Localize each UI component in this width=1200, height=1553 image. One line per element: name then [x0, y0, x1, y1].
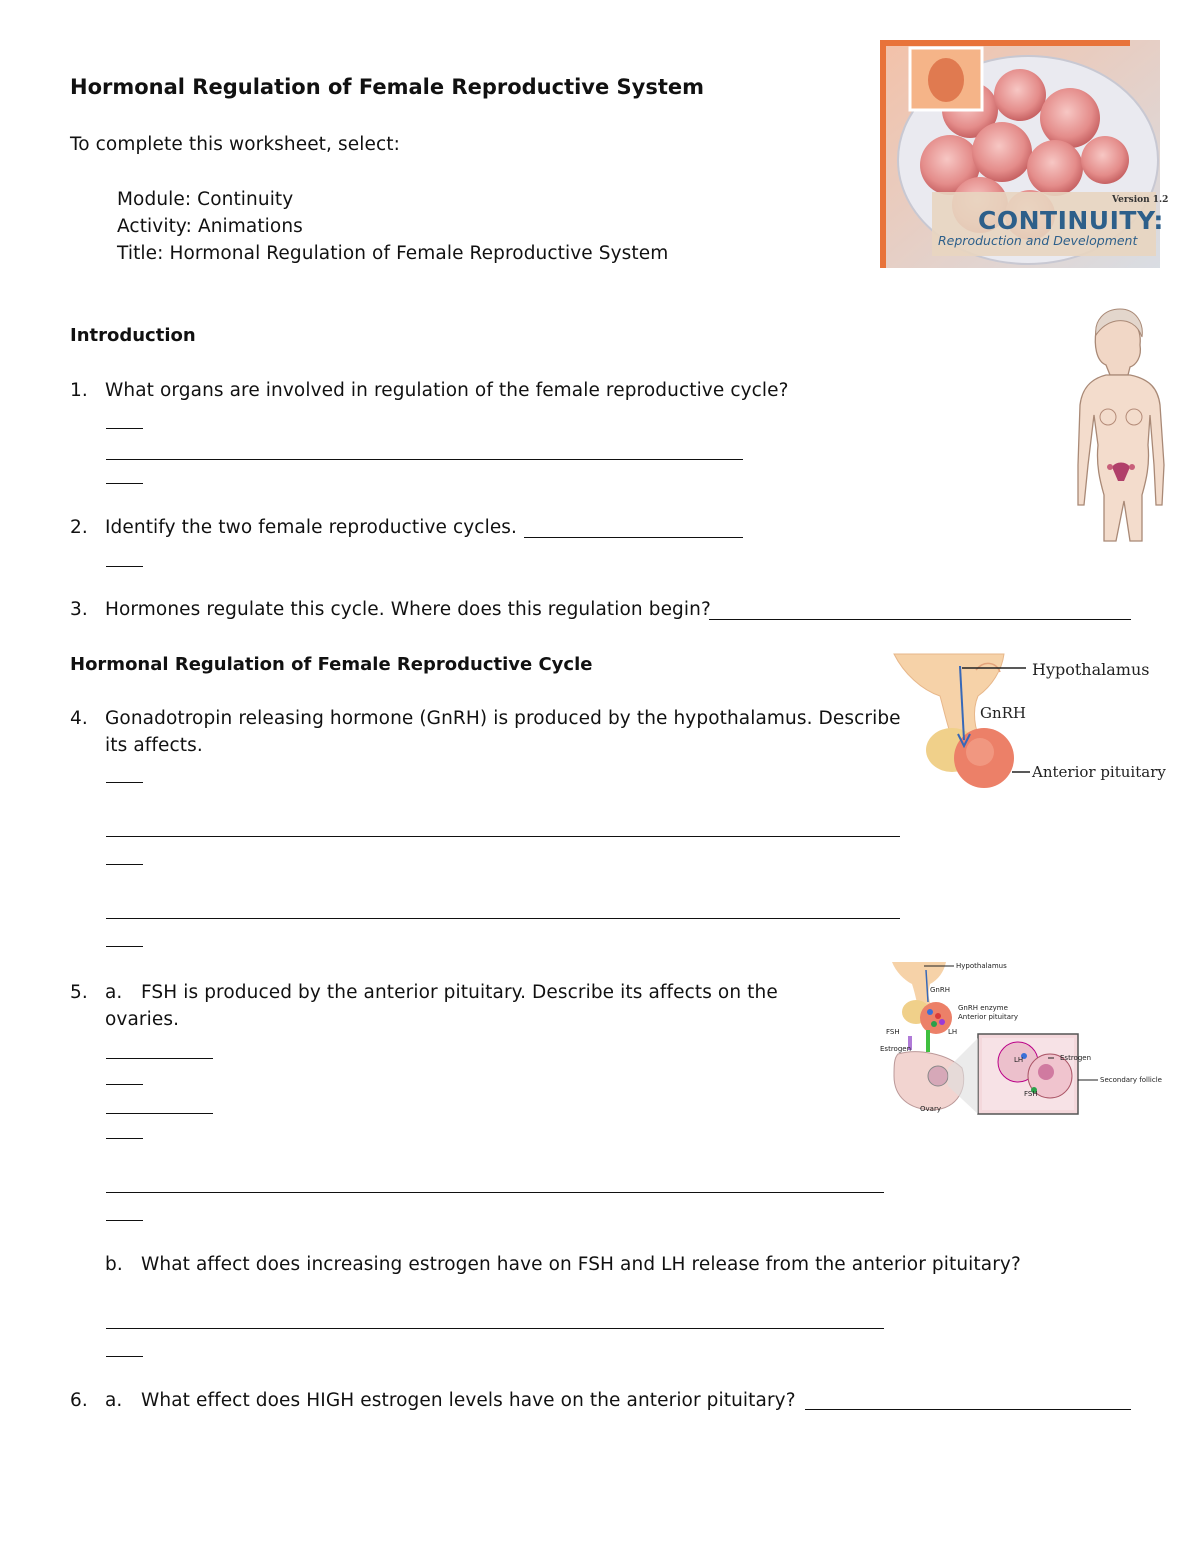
answer-line[interactable]	[709, 619, 1131, 620]
q5a-text-line2: ovaries.	[105, 1009, 180, 1030]
answer-line[interactable]	[106, 836, 900, 837]
q3-number: 3.	[70, 599, 88, 620]
select-module: Module: Continuity	[117, 189, 294, 210]
q5a-text-line1: FSH is produced by the anterior pituitary. Describe its affects on the	[141, 982, 778, 1003]
q3-text: Hormones regulate this cycle. Where does this regulation begin?	[105, 599, 711, 620]
q5b-text: What affect does increasing estrogen have on FSH and LH release from the anterior pituitary?	[141, 1254, 1021, 1275]
answer-line[interactable]	[106, 483, 143, 484]
answer-line[interactable]	[106, 1113, 213, 1114]
cover-version: Version 1.2	[1112, 195, 1169, 205]
ovary-hormone-figure	[878, 958, 1163, 1118]
q6-number: 6.	[70, 1390, 88, 1411]
q5b-label: b.	[105, 1254, 123, 1275]
answer-line[interactable]	[106, 566, 143, 567]
answer-line[interactable]	[524, 537, 743, 538]
answer-line[interactable]	[106, 1328, 884, 1329]
q4-text-line1: Gonadotropin releasing hormone (GnRH) is produced by the hypothalamus. Describe	[105, 708, 901, 729]
q5a-label: a.	[105, 982, 123, 1003]
fig2-label-fsh: FSH	[886, 1028, 900, 1036]
fig2-label-secondary-follicle: Secondary follicle	[1100, 1076, 1162, 1084]
q2-text: Identify the two female reproductive cycles.	[105, 517, 518, 538]
fig2-label-gnrh: GnRH	[930, 986, 950, 994]
worksheet-title: Hormonal Regulation of Female Reproductive System	[70, 75, 705, 99]
q1-text: What organs are involved in regulation of the female reproductive cycle?	[105, 380, 789, 401]
instructions-text: To complete this worksheet, select:	[70, 134, 400, 155]
answer-line[interactable]	[106, 864, 143, 865]
select-activity: Activity: Animations	[117, 216, 303, 237]
fig2-label-anterior-pituitary: Anterior pituitary	[958, 1013, 1019, 1021]
fig2-label-hypothalamus: Hypothalamus	[956, 962, 1007, 970]
fig1-label-hypothalamus: Hypothalamus	[1032, 660, 1150, 679]
answer-line[interactable]	[106, 459, 743, 460]
q6a-text: What effect does HIGH estrogen levels have on the anterior pituitary?	[141, 1390, 796, 1411]
hypothalamus-pituitary-figure	[892, 650, 1177, 790]
answer-line[interactable]	[106, 1058, 213, 1059]
answer-line[interactable]	[106, 1084, 143, 1085]
q6a-label: a.	[105, 1390, 123, 1411]
fig2-label-fsh-2: FSH	[1024, 1090, 1038, 1098]
answer-line[interactable]	[106, 1192, 884, 1193]
fig2-label-gnrh-enzyme: GnRH enzyme	[958, 1004, 1008, 1012]
answer-line[interactable]	[805, 1409, 1131, 1410]
continuity-cover-image	[880, 40, 1169, 268]
answer-line[interactable]	[106, 918, 900, 919]
answer-line[interactable]	[106, 1138, 143, 1139]
answer-line[interactable]	[106, 946, 143, 947]
answer-line[interactable]	[106, 1220, 143, 1221]
fig2-label-lh: LH	[948, 1028, 958, 1036]
q2-number: 2.	[70, 517, 88, 538]
answer-line[interactable]	[106, 428, 143, 429]
section-introduction: Introduction	[70, 325, 196, 346]
section-hormonal-regulation: Hormonal Regulation of Female Reproductive Cycle	[70, 654, 593, 675]
fig2-label-ovary: Ovary	[920, 1105, 941, 1113]
fig1-label-gnrh: GnRH	[980, 704, 1027, 722]
select-title: Title: Hormonal Regulation of Female Reproductive System	[117, 243, 669, 264]
q4-number: 4.	[70, 708, 88, 729]
q1-number: 1.	[70, 380, 88, 401]
cover-heading: CONTINUITY:	[978, 206, 1164, 235]
fig2-label-estrogen: Estrogen	[880, 1045, 912, 1053]
fig1-label-anterior-pituitary: Anterior pituitary	[1032, 763, 1166, 781]
fig2-label-lh-2: LH	[1014, 1056, 1024, 1064]
q4-text-line2: its affects.	[105, 735, 203, 756]
answer-line[interactable]	[106, 782, 143, 783]
female-body-illustration	[1050, 305, 1170, 545]
q5-number: 5.	[70, 982, 88, 1003]
answer-line[interactable]	[106, 1356, 143, 1357]
fig2-label-estrogen-2: Estrogen	[1060, 1054, 1092, 1062]
cover-subheading: Reproduction and Development	[938, 233, 1138, 248]
